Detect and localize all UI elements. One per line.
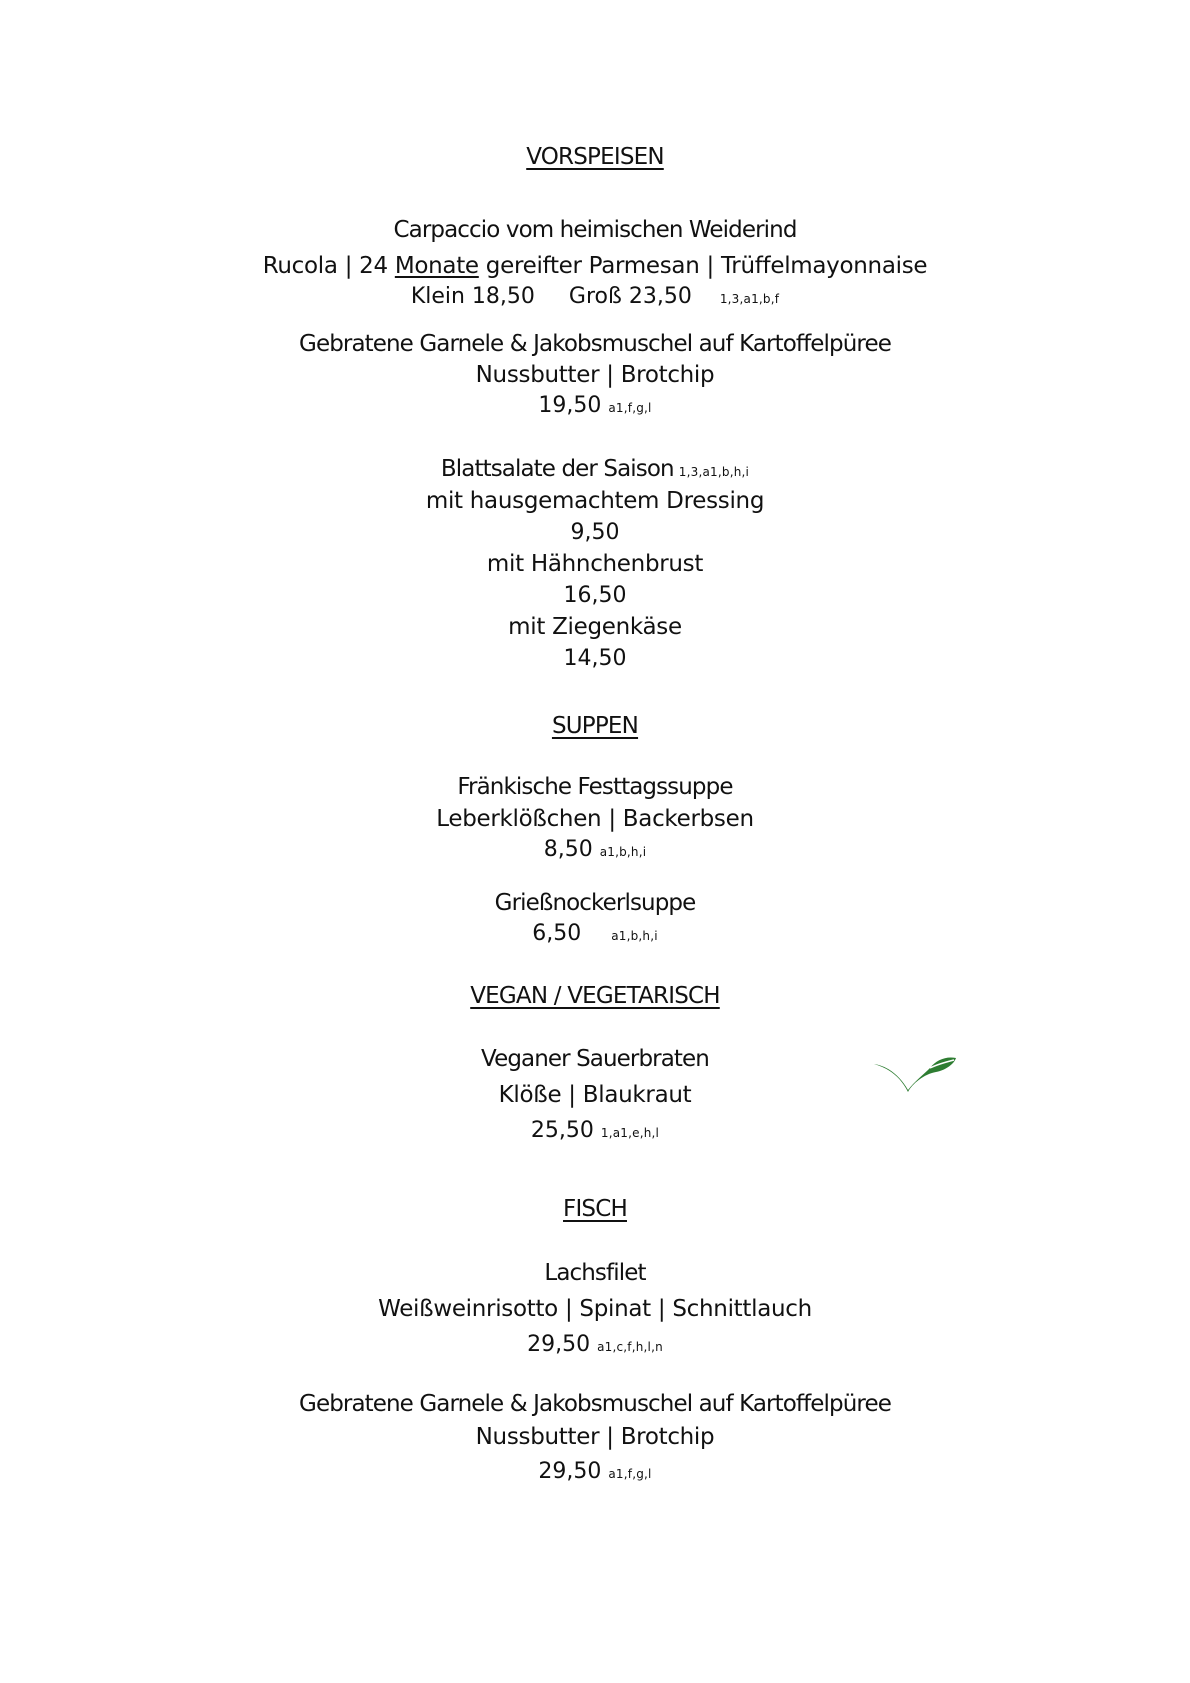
dish-name-garnele-fisch: Gebratene Garnele & Jakobsmuschel auf Kartoffelpüree	[299, 1391, 891, 1417]
dish-name-sauerbraten: Veganer Sauerbraten	[481, 1046, 709, 1072]
section-heading-vegan: VEGAN / VEGETARISCH	[470, 983, 720, 1009]
allergens: a1,b,h,i	[599, 845, 647, 859]
desc-part: gereifter Parmesan | Trüffelmayonnaise	[478, 253, 928, 279]
price: 8,50	[543, 837, 593, 862]
dish-price-garnele-fisch	[0, 1459, 1190, 1484]
allergens: 1,3,a1,b,h,i	[678, 465, 750, 479]
dish-name-garnele: Gebratene Garnele & Jakobsmuschel auf Kartoffelpüree	[299, 331, 891, 357]
dish-name-blattsalate	[0, 456, 1190, 482]
allergens: 1,a1,e,h,l	[600, 1126, 660, 1140]
price-small: Klein 18,50	[410, 284, 535, 309]
salad-price-goat-cheese: 14,50	[563, 646, 627, 671]
price-large: Groß 23,50	[568, 284, 692, 309]
dish-description-sauerbraten: Klöße | Blaukraut	[498, 1082, 692, 1108]
price: 29,50	[538, 1459, 602, 1484]
section-heading-vorspeisen: VORSPEISEN	[526, 144, 664, 170]
allergens: a1,b,h,i	[611, 929, 658, 943]
dish-price-lachsfilet	[0, 1332, 1190, 1357]
allergens: a1,f,g,l	[608, 1467, 652, 1481]
dish-description-carpaccio	[0, 253, 1190, 279]
desc-part: Rucola | 24	[262, 253, 395, 279]
section-heading-suppen: SUPPEN	[551, 713, 639, 739]
dish-description-lachsfilet: Weißweinrisotto | Spinat | Schnittlauch	[378, 1296, 812, 1322]
salad-price-dressing: 9,50	[570, 520, 620, 545]
dish-description-garnele-fisch: Nussbutter | Brotchip	[475, 1424, 715, 1450]
dish-description-festtagssuppe: Leberklößchen | Backerbsen	[436, 806, 754, 832]
allergens: 1,3,a1,b,f	[719, 292, 780, 306]
dish-name-festtagssuppe: Fränkische Festtagssuppe	[457, 774, 733, 800]
allergens: a1,f,g,l	[608, 401, 652, 415]
section-heading-fisch: FISCH	[563, 1196, 627, 1222]
salad-price-chicken: 16,50	[563, 583, 627, 608]
dish-name-lachsfilet: Lachsfilet	[544, 1260, 646, 1286]
dish-price-festtagssuppe	[0, 837, 1190, 862]
dish-name-carpaccio: Carpaccio vom heimischen Weiderind	[393, 217, 797, 243]
dish-price-griessnockerlsuppe	[0, 921, 1190, 946]
dish-price-sauerbraten	[0, 1118, 1190, 1143]
price: 19,50	[538, 393, 602, 418]
price: 25,50	[530, 1118, 594, 1143]
dish-price-garnele	[0, 393, 1190, 418]
dish-name: Blattsalate der Saison	[440, 456, 674, 482]
dish-name-griessnockerlsuppe: Grießnockerlsuppe	[494, 890, 696, 916]
dish-description-garnele: Nussbutter | Brotchip	[475, 362, 715, 388]
salad-option-dressing: mit hausgemachtem Dressing	[425, 488, 765, 514]
salad-option-goat-cheese: mit Ziegenkäse	[508, 614, 682, 640]
price: 6,50	[532, 921, 582, 946]
price: 29,50	[527, 1332, 591, 1357]
dish-prices-carpaccio	[0, 284, 1190, 309]
salad-option-chicken: mit Hähnchenbrust	[486, 551, 704, 577]
allergens: a1,c,f,h,l,n	[597, 1340, 663, 1354]
desc-underlined-word: Monate	[394, 253, 479, 279]
vegan-leaf-icon	[872, 1054, 958, 1098]
